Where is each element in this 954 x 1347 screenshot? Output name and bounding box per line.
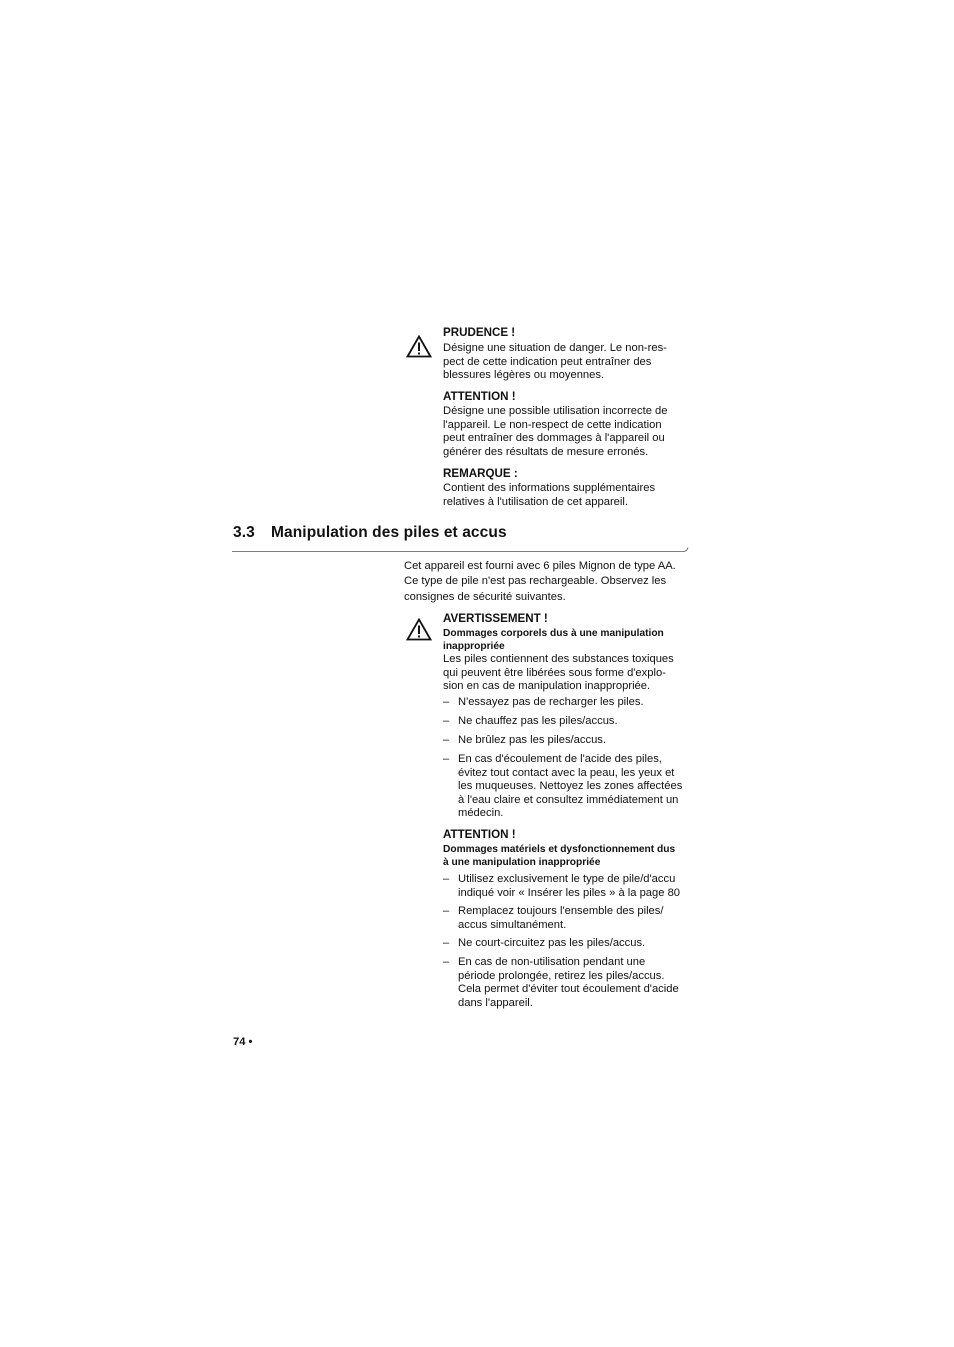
text-line: Cet appareil est fourni avec 6 piles Mignon de type AA. [404, 560, 676, 572]
avertissement-heading: AVERTISSEMENT ! [443, 612, 548, 625]
prudence-heading: PRUDENCE ! [443, 326, 516, 339]
text-line: Dommages corporels dus à une manipulation [443, 628, 664, 639]
text-line: consignes de sécurité suivantes. [404, 590, 566, 603]
dash-glyph: – [443, 696, 450, 708]
text-line: générer des résultats de mesure erronés. [443, 445, 649, 458]
dash-glyph: – [443, 715, 450, 727]
text-line: Cela permet d'éviter tout écoulement d'acide [458, 983, 679, 996]
text-line: Ce type de pile n'est pas rechargeable. Observez les [404, 575, 667, 588]
dash-glyph: – [443, 873, 450, 885]
text-line: évitez tout contact avec la peau, les yeux et [458, 766, 675, 779]
attention-heading: ATTENTION ! [443, 390, 516, 403]
warning-triangle-icon [406, 335, 432, 358]
text-line: blessures légères ou moyennes. [443, 369, 605, 382]
intro-paragraph [404, 559, 676, 605]
text-line: Ne brûlez pas les piles/accus. [458, 734, 606, 746]
text-line: Ne chauffez pas les piles/accus. [458, 715, 618, 727]
text-line: peut entraîner des dommages à l'appareil ou [443, 432, 665, 445]
text-line: Ne court-circuitez pas les piles/accus. [458, 937, 646, 949]
text-line: à une manipulation inappropriée [443, 857, 601, 869]
text-line: En cas de non-utilisation pendant une [458, 956, 646, 968]
dash-glyph: – [443, 937, 450, 949]
text-line: Désigne une situation de danger. Le non-res- [443, 342, 667, 354]
list-item [443, 696, 703, 710]
dash-glyph: – [443, 905, 450, 917]
text-line: accus simultanément. [458, 918, 567, 931]
text-line: En cas d'écoulement de l'acide des piles, [458, 753, 662, 765]
list-item [443, 956, 703, 1012]
remarque-heading: REMARQUE : [443, 467, 518, 480]
text-line: médecin. [458, 807, 504, 820]
attention2-heading: ATTENTION ! [443, 828, 516, 841]
text-line: dans l'appareil. [458, 996, 533, 1009]
list-item [443, 873, 703, 901]
attention-text [443, 405, 668, 459]
text-line: Dommages matériels et dysfonctionnement dus [443, 844, 676, 855]
dash-glyph: – [443, 734, 450, 746]
text-line: relatives à l'utilisation de cet appareil. [443, 495, 628, 508]
text-line: pect de cette indication peut entraîner des [443, 355, 652, 368]
section-heading [233, 524, 693, 544]
dash-glyph: – [443, 956, 450, 968]
attention2-subtitle [443, 843, 675, 870]
list-item [443, 905, 703, 933]
list-item [443, 734, 703, 748]
text-line: inappropriée [443, 641, 505, 653]
text-line: indiqué voir « Insérer les piles » à la page 80 [458, 886, 681, 899]
avertissement-text [443, 653, 674, 694]
warning-triangle-icon [406, 618, 432, 641]
section-rule [232, 546, 690, 554]
text-line: l'appareil. Le non-respect de cette indication [443, 418, 662, 431]
text-line: les muqueuses. Nettoyez les zones affectées [458, 780, 683, 793]
text-line: sion en cas de manipulation inappropriée. [443, 680, 651, 693]
text-line: Contient des informations supplémentaires [443, 482, 656, 494]
avertissement-subtitle [443, 627, 664, 654]
remarque-text [443, 482, 655, 509]
text-line: N'essayez pas de recharger les piles. [458, 696, 644, 708]
section-number: 3.3 [233, 524, 255, 541]
text-line: à l'eau claire et consultez immédiatement un [458, 793, 679, 806]
list-item [443, 753, 703, 823]
section-title: Manipulation des piles et accus [271, 524, 507, 541]
prudence-text [443, 342, 667, 383]
list-item [443, 937, 703, 951]
list-item [443, 715, 703, 729]
text-line: Utilisez exclusivement le type de pile/d'accu [458, 873, 676, 885]
dash-glyph: – [443, 753, 450, 765]
text-line: Les piles contiennent des substances toxiques [443, 653, 674, 665]
text-line: qui peuvent être libérées sous forme d'explo- [443, 666, 666, 679]
text-line: Désigne une possible utilisation incorrecte de [443, 405, 668, 417]
page-number: 74 • [233, 1036, 253, 1048]
text-line: période prolongée, retirez les piles/accus. [458, 969, 665, 982]
text-line: Remplacez toujours l'ensemble des piles/ [458, 905, 664, 917]
